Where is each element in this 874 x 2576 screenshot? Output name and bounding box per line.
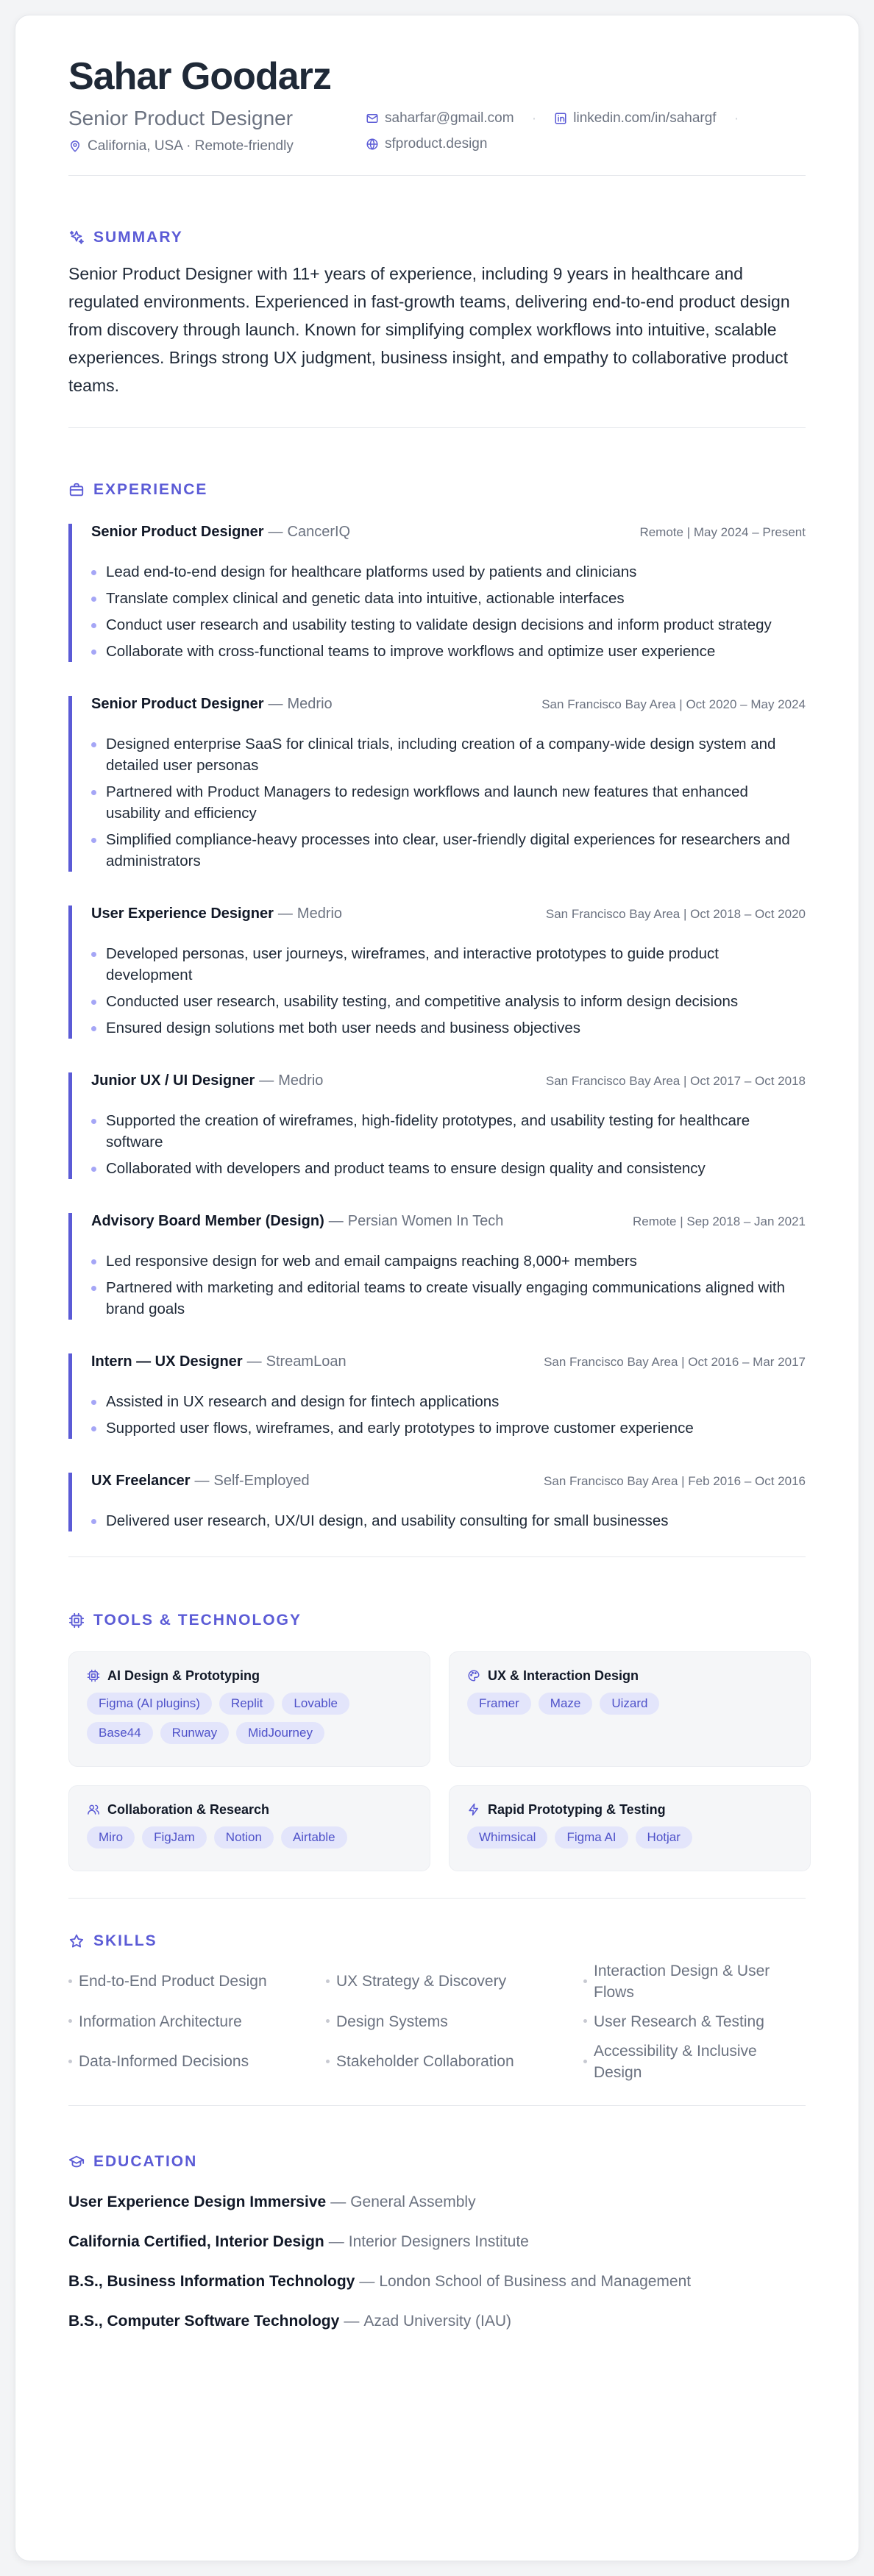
job-bullet: Translate complex clinical and genetic data into intuitive, actionable interfaces [91,588,806,609]
job-separator: — [328,1212,344,1229]
map-pin-icon [68,140,82,153]
job-company: Self-Employed [213,1472,310,1489]
job-bullet: Supported user flows, wireframes, and early prototypes to improve customer experience [91,1417,806,1439]
job-bullet: Partnered with Product Managers to redesign workflows and launch new features that enhanced usability and efficiency [91,781,806,824]
globe-icon [366,138,379,151]
education-item [68,2231,806,2253]
job-bullet: Led responsive design for web and email campaigns reaching 8,000+ members [91,1250,806,1272]
skills-grid [68,1960,806,2083]
job-header [91,905,806,922]
tool-card-title-text: Collaboration & Research [107,1801,270,1817]
website-link[interactable]: sfproduct.design [385,136,488,152]
divider [68,2105,806,2106]
tool-card [68,1785,430,1871]
education-list [68,2191,806,2333]
job-bullet: Collaborated with developers and product teams to ensure design quality and consistency [91,1158,806,1179]
job-company: Persian Women In Tech [347,1212,504,1229]
skill-text: Design Systems [336,2013,448,2030]
job-location-dates: Remote | Sep 2018 – Jan 2021 [632,1214,806,1228]
job-location-dates: San Francisco Bay Area | Oct 2018 – Oct 2020 [545,906,806,921]
job-separator: — [268,523,283,540]
job-bullets [91,733,806,872]
education-school: General Assembly [350,2193,476,2210]
job-location-dates: San Francisco Bay Area | Feb 2016 – Oct 2016 [544,1473,806,1488]
tool-chip: Runway [160,1722,229,1744]
lightning-icon [467,1803,480,1816]
job-bullet: Assisted in UX research and design for fintech applications [91,1391,806,1412]
job-entry [68,696,806,872]
job-bullet: Simplified compliance-heavy processes into clear, user-friendly digital experiences for researchers and administrators [91,829,806,872]
job-bullet: Conducted user research, usability testing, and competitive analysis to inform design decisions [91,991,806,1012]
tool-chip: Notion [214,1826,274,1849]
job-title: Intern — UX Designer [91,1353,243,1370]
tool-chip: MidJourney [236,1722,324,1744]
tool-chip: Figma (AI plugins) [87,1693,212,1715]
summary-heading-text: SUMMARY [93,228,183,246]
tool-chip: Lovable [282,1693,349,1715]
job-bullet: Designed enterprise SaaS for clinical trials, including creation of a company-wide design system and detailed user personas [91,733,806,776]
divider [68,427,806,428]
job-entry [68,1353,806,1439]
tools-heading [68,1612,806,1629]
tool-chip: Framer [467,1693,531,1715]
summary-heading [68,229,806,246]
job-title: Advisory Board Member (Design) [91,1212,324,1229]
job-entry [68,1213,806,1320]
tool-chip: Maze [539,1693,593,1715]
email-contact[interactable] [366,110,514,127]
tools-grid [68,1651,806,1871]
job-bullets [91,1510,806,1531]
tool-card-title-text: Rapid Prototyping & Testing [488,1801,666,1817]
summary-text: Senior Product Designer with 11+ years of experience, including 9 years in healthcare and regulated environments. Experienced in fast-growth teams, delivering end-to-end product design from discovery through launch. Known for simplifying complex workflows into intuitive, scalable experiences. Brings strong UX judgment, business insight, and empathy to collaborative product teams. [68,263,790,395]
job-header [91,1213,806,1230]
job-separator: — [246,1353,262,1370]
tool-card-title [467,1668,792,1684]
tool-chip: Replit [219,1693,274,1715]
job-separator: — [194,1472,210,1489]
education-separator: — [328,2232,344,2250]
job-list [68,524,806,1531]
skill-text: Interaction Design & User Flows [594,1962,770,2001]
education-item [68,2271,806,2293]
tool-card-title-text: AI Design & Prototyping [107,1668,260,1683]
job-bullet: Developed personas, user journeys, wireframes, and interactive prototypes to guide product development [91,943,806,986]
job-company: Medrio [287,695,333,712]
job-bullets [91,1110,806,1179]
skill-item [326,2003,583,2040]
tool-chips [467,1826,792,1856]
education-section [68,2153,806,2333]
education-separator: — [344,2312,360,2330]
job-title-line [91,905,342,922]
job-entry [68,905,806,1039]
job-bullet: Collaborate with cross-functional teams to improve workflows and optimize user experience [91,641,806,662]
job-header [91,1353,806,1370]
job-title-line [91,1353,347,1370]
education-school: London School of Business and Management [379,2272,692,2290]
skill-item [68,1960,326,2003]
skill-item [583,1960,804,2003]
education-school: Azad University (IAU) [363,2312,512,2330]
tool-chip: Figma AI [555,1826,628,1849]
experience-heading-text: EXPERIENCE [93,480,208,498]
skill-item [326,1960,583,2003]
skill-text: UX Strategy & Discovery [336,1973,507,1990]
job-title-line [91,524,350,541]
job-location-dates: San Francisco Bay Area | Oct 2016 – Mar 2017 [544,1354,806,1369]
tool-chips [467,1693,792,1722]
job-location-dates: Remote | May 2024 – Present [639,524,806,539]
tool-card [449,1651,811,1767]
job-entry [68,524,806,662]
skill-item [583,2040,804,2083]
candidate-role: Senior Product Designer [68,107,294,130]
linkedin-icon [554,112,567,125]
job-entry [68,1473,806,1531]
tool-chip: Base44 [87,1722,153,1744]
website-contact[interactable] [366,136,755,152]
linkedin-contact[interactable] [554,110,716,127]
job-location-dates: San Francisco Bay Area | Oct 2017 – Oct 2018 [545,1073,806,1088]
job-separator: — [277,905,293,922]
education-heading-text: EDUCATION [93,2152,198,2170]
experience-section [68,481,806,1531]
job-title-line [91,1213,503,1230]
job-title-line [91,696,333,713]
job-separator: — [259,1072,274,1089]
tool-chips [87,1693,412,1751]
tool-chip: Airtable [281,1826,347,1849]
job-title: UX Freelancer [91,1472,191,1489]
tool-card-title [467,1802,792,1818]
linkedin-link[interactable]: linkedin.com/in/sahargf [573,110,717,127]
job-header [91,1072,806,1089]
job-title: Junior UX / UI Designer [91,1072,255,1089]
job-title: Senior Product Designer [91,695,264,712]
tool-chips [87,1826,412,1856]
education-degree: B.S., Business Information Technology [68,2272,355,2290]
education-school: Interior Designers Institute [348,2232,529,2250]
education-degree: California Certified, Interior Design [68,2232,324,2250]
briefcase-icon [68,482,85,498]
skill-text: Data-Informed Decisions [79,2053,249,2071]
job-bullet: Supported the creation of wireframes, high-fidelity prototypes, and usability testing for healthcare software [91,1110,806,1153]
tool-card-title-text: UX & Interaction Design [488,1668,639,1683]
skill-text: User Research & Testing [594,2013,764,2030]
palette-icon [467,1669,480,1682]
job-bullets [91,1250,806,1320]
job-bullets [91,1391,806,1439]
tool-chip: Uizard [600,1693,659,1715]
resume-sheet [15,15,859,2561]
sparkle-icon [68,230,85,246]
users-icon [87,1803,100,1816]
tool-card-title [87,1668,412,1684]
job-title: User Experience Designer [91,905,274,922]
job-company: StreamLoan [266,1353,347,1370]
job-separator: — [268,695,283,712]
job-entry [68,1072,806,1179]
job-header [91,1473,806,1490]
education-separator: — [330,2193,347,2210]
experience-heading [68,481,806,499]
resume-header [68,56,806,154]
job-bullet: Delivered user research, UX/UI design, and usability consulting for small businesses [91,1510,806,1531]
job-company: Medrio [278,1072,324,1089]
tools-heading-text: TOOLS & TECHNOLOGY [93,1611,302,1629]
tool-chip: FigJam [142,1826,207,1849]
tool-card [68,1651,430,1767]
contact-separator-dot: · [531,110,537,127]
skill-item [68,2003,326,2040]
job-bullet: Conduct user research and usability testing to validate design decisions and inform product strategy [91,614,806,636]
location [68,138,366,154]
mail-icon [366,112,379,125]
job-bullets [91,943,806,1039]
education-degree: User Experience Design Immersive [68,2193,327,2210]
tool-card [449,1785,811,1871]
tools-section [68,1612,806,1871]
education-heading [68,2153,806,2171]
education-separator: — [359,2272,375,2290]
job-company: Medrio [296,905,343,922]
candidate-name: Sahar Goodarz [68,55,331,98]
job-bullets [91,561,806,662]
email-link[interactable]: saharfar@gmail.com [385,110,514,127]
education-degree: B.S., Computer Software Technology [68,2312,340,2330]
job-header [91,696,806,713]
skills-heading-text: SKILLS [93,1932,157,1949]
cpu-icon [68,1612,85,1629]
job-bullet: Partnered with marketing and editorial teams to create visually engaging communications aligned with brand goals [91,1277,806,1320]
contact-separator-dot-2: · [733,110,739,127]
job-title-line [91,1072,323,1089]
skill-text: End-to-End Product Design [79,1973,267,1990]
star-icon [68,1933,85,1949]
location-text: California, USA · Remote-friendly [88,138,294,154]
tool-chip: Miro [87,1826,135,1849]
summary-section [68,229,806,399]
tool-chip: Hotjar [636,1826,692,1849]
tool-chip: Whimsical [467,1826,547,1849]
skill-item [583,2003,804,2040]
job-company: CancerIQ [287,523,351,540]
skill-text: Stakeholder Collaboration [336,2053,514,2071]
job-bullet: Ensured design solutions met both user needs and business objectives [91,1017,806,1039]
skill-item [326,2040,583,2083]
divider [68,1556,806,1557]
divider [68,1898,806,1899]
tool-card-title [87,1802,412,1818]
skill-text: Accessibility & Inclusive Design [594,2042,757,2081]
skill-item [68,2040,326,2083]
skill-text: Information Architecture [79,2013,242,2030]
job-bullet: Lead end-to-end design for healthcare platforms used by patients and clinicians [91,561,806,583]
skills-heading [68,1932,806,1950]
divider [68,175,806,176]
skills-section [68,1932,806,2083]
job-location-dates: San Francisco Bay Area | Oct 2020 – May 2024 [541,697,806,711]
job-title-line [91,1473,310,1490]
job-title: Senior Product Designer [91,523,264,540]
job-header [91,524,806,541]
education-item [68,2310,806,2333]
education-item [68,2191,806,2213]
chip-icon [87,1669,100,1682]
graduation-cap-icon [68,2154,85,2170]
